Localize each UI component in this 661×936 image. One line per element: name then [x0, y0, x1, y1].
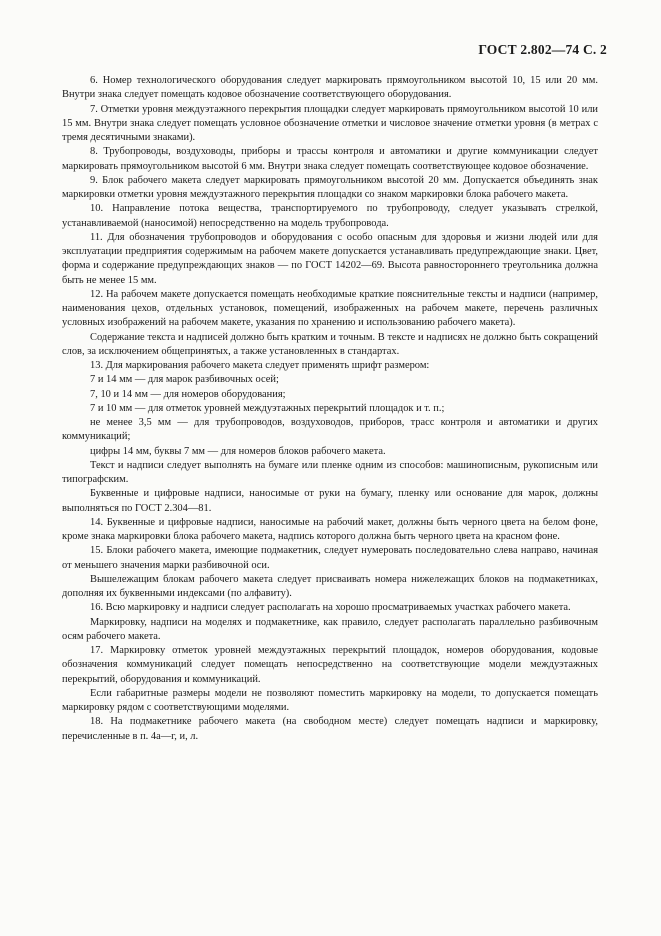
paragraph-15-upper: Вышележащим блокам рабочего макета следует присваивать номера нижележащих блоков на подмакетниках, дополняя их буквенными индексами (по алфавиту). [62, 573, 598, 599]
paragraph-17: 17. Маркировку отметок уровней междуэтажных перекрытий площадок, номеров оборудования, кодовые обозначения коммуникаций следует помещать непосредственно на соответствующие модели междуэтажных перекрытий, оборудования и коммуникаций. [62, 645, 598, 685]
paragraph-9: 9. Блок рабочего макета следует маркировать прямоугольником высотой 20 мм. Допускается объединять знак маркировки отметки уровня междуэтажного перекрытия площадки со знаком маркировки блока рабочего макета. [62, 174, 598, 200]
font-size-item-5: цифры 14 мм, буквы 7 мм — для номеров блоков рабочего макета. [90, 445, 386, 457]
font-size-item-4: не менее 3,5 мм — для трубопроводов, воздуховодов, приборов, трасс контроля и автоматики и других коммуникаций; [62, 417, 598, 443]
paragraph-17-dimensions: Если габаритные размеры модели не позволяют поместить маркировку на модели, то допускается помещать маркировку рядом с соответствующими моделями. [62, 687, 598, 713]
paragraph-16-parallel: Маркировку, надписи на моделях и подмакетнике, как правило, следует располагать параллельно разбивочным осям рабочего макета. [62, 616, 598, 642]
paragraph-15: 15. Блоки рабочего макета, имеющие подмакетник, следует нумеровать последовательно слева направо, начиная от меньшего значения марки разбивочной оси. [62, 545, 598, 571]
paragraph-10: 10. Направление потока вещества, транспортируемого по трубопроводу, следует указывать стрелкой, устанавливаемой (наносимой) непосредственно на модель трубопровода. [62, 203, 598, 229]
paragraph-12: 12. На рабочем макете допускается помещать необходимые краткие пояснительные тексты и надписи (например, наименования цехов, отдельных установок, помещений, изображенных на рабочем макете, перечень различных условных изображений на рабочем макете, указания по хранению и использованию рабочего макета). [62, 288, 598, 329]
paragraph-6: 6. Номер технологического оборудования следует маркировать прямоугольником высотой 10, 15 или 20 мм. Внутри знака следует помещать кодовое обозначение соответствующего оборудования. [62, 75, 598, 101]
paragraph-16: 16. Всю маркировку и надписи следует располагать на хорошо просматриваемых участках рабочего макета. [90, 602, 571, 614]
paragraph-12-text: Содержание текста и надписей должно быть кратким и точным. В тексте и надписях не должно быть сокращений слов, за исключением общепринятых, а также установленных в стандартах. [62, 331, 598, 357]
paragraph-8: 8. Трубопроводы, воздуховоды, приборы и трассы контроля и автоматики и другие коммуникации следует маркировать прямоугольником высотой 6 мм. Внутри знака следует помещать соответствующее кодовое обозначение. [62, 146, 598, 172]
paragraph-14: 14. Буквенные и цифровые надписи, наносимые на рабочий макет, должны быть черного цвета на белом фоне, кроме знака маркировки блока рабочего макета, надпись которого должна быть черного цвета на красном фоне. [62, 516, 598, 542]
paragraph-13-handwritten: Буквенные и цифровые надписи, наносимые от руки на бумагу, пленку или основание для марок, должны выполняться по ГОСТ 2.304—81. [62, 488, 598, 514]
paragraph-13-methods: Текст и надписи следует выполнять на бумаге или пленке одним из способов: машинописным, рукописным или типографским. [62, 459, 598, 485]
paragraph-18: 18. На подмакетнике рабочего макета (на свободном месте) следует помещать надписи и маркировку, перечисленные в п. 4а—г, и, л. [62, 716, 598, 742]
paragraph-7: 7. Отметки уровня междуэтажного перекрытия площадки следует маркировать прямоугольником высотой 10 или 15 мм. Внутри знака следует помещать условное обозначение отметки и числовое значение отметки уровня (в метрах с тремя десятичными знаками). [62, 103, 598, 143]
font-size-item-1: 7 и 14 мм — для марок разбивочных осей; [90, 374, 279, 386]
font-size-item-2: 7, 10 и 14 мм — для номеров оборудования; [90, 388, 286, 400]
paragraph-13: 13. Для маркирования рабочего макета следует применять шрифт размером: [90, 360, 430, 371]
font-size-item-3: 7 и 10 мм — для отметок уровней междуэтажных перекрытий площадок и т. п.; [90, 402, 445, 414]
paragraph-11: 11. Для обозначения трубопроводов и оборудования с особо опасным для здоровья и жизни людей или для эксплуатации предприятия содержимым на рабочем макете допускается устанавливать предупреждающие знаки. Цвет, форма и содержание предупреждающих знаков — по ГОСТ 14202—69. Высота равностороннего треугольника должна быть не менее 15 мм. [62, 231, 598, 286]
document-body [62, 74, 598, 744]
page-header: ГОСТ 2.802—74 С. 2 [478, 42, 607, 57]
